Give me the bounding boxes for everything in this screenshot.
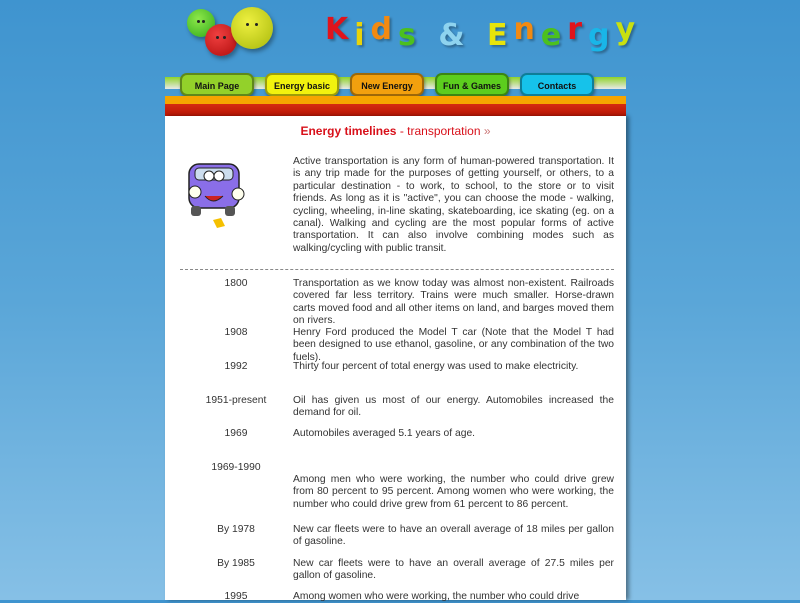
red-stripe [165,104,626,116]
timeline-year: 1969 [224,428,248,439]
timeline-text: Thirty four percent of total energy was used to make electricity. [293,361,579,372]
title-sub: - transportation [396,124,481,138]
logo-letter: d [370,12,399,47]
timeline-text: Transportation as we know today was almost non-existent. Railroads covered far less territory. Trains were much smaller. Horse-drawn carts moved food and all other items on land, and barges moved them on rivers. [293,278,614,327]
car-cartoon-icon [183,156,251,231]
title-main: Energy timelines [300,124,397,138]
logo-letter: K [325,12,355,47]
yellow-smiley-icon [231,7,273,49]
timeline-year: By 1985 [217,558,255,569]
logo-letter: s [398,18,422,53]
timeline-year: 1951-present [205,395,267,406]
nav-new-energy[interactable]: New Energy [350,73,424,96]
divider [180,269,614,270]
logo-letter: n [513,12,541,47]
logo-letter: g [587,18,616,53]
logo-letter: r [567,12,588,47]
timeline-year: 1992 [224,361,248,372]
timeline-text: Henry Ford produced the Model T car (Note that the Model T had been designed to use ethanol, gasoline, or any combination of the two fuels). [293,327,614,363]
logo-letter: E [486,18,514,53]
nav-fun-games[interactable]: Fun & Games [435,73,509,96]
timeline-text: New car fleets were to have an overall average of 27.5 miles per gallon of gasoline. [293,558,614,582]
site-logo [325,12,642,53]
timeline-text: Automobiles averaged 5.1 years of age. [293,428,476,439]
logo-letter [471,12,487,47]
logo-letter: e [540,18,568,53]
timeline-text: New car fleets were to have an overall average of 18 miles per gallon of gasoline. [293,524,614,548]
timeline-year: 1995 [224,591,248,602]
logo-letter: y [615,12,642,47]
nav-energy-basic[interactable]: Energy basic [265,73,339,96]
intro-paragraph: Active transportation is any form of human-powered transportation. It is any trip made for the purposes of getting yourself, or others, to a particular destination - to work, to school, to the store or to visit friends. As long as it is "active", you can choose the mode - walking, cycling, wheeling, in-line skating, skateboarding, ice skating (eg. on a canal). Walking and cycling are the most popular forms of active transportation. It can also involve combining modes such as walking/cycling with public transit. [293,156,614,254]
nav-contacts[interactable]: Contacts [520,73,594,96]
timeline-year: 1800 [224,278,248,289]
nav-main-page[interactable]: Main Page [180,73,254,96]
timeline-year: 1969-1990 [211,462,261,473]
timeline-text: Among women who were working, the number who could drive [293,591,580,602]
timeline-year: 1908 [224,327,248,338]
logo-letter [422,12,438,47]
timeline-text: Oil has given us most of our energy. Automobiles increased the demand for oil. [293,395,614,419]
arrow-icon: » [483,124,491,138]
logo-letter: i [354,18,371,53]
page-title [165,124,626,138]
timeline-text: Among men who were working, the number who could drive grew from 80 percent to 95 percent. Among women who were working, the number who could drive grew from 61 percent to 86 percent. [293,474,614,510]
logo-letter: & [438,18,471,53]
timeline-year: By 1978 [217,524,255,535]
content-area [165,116,626,600]
